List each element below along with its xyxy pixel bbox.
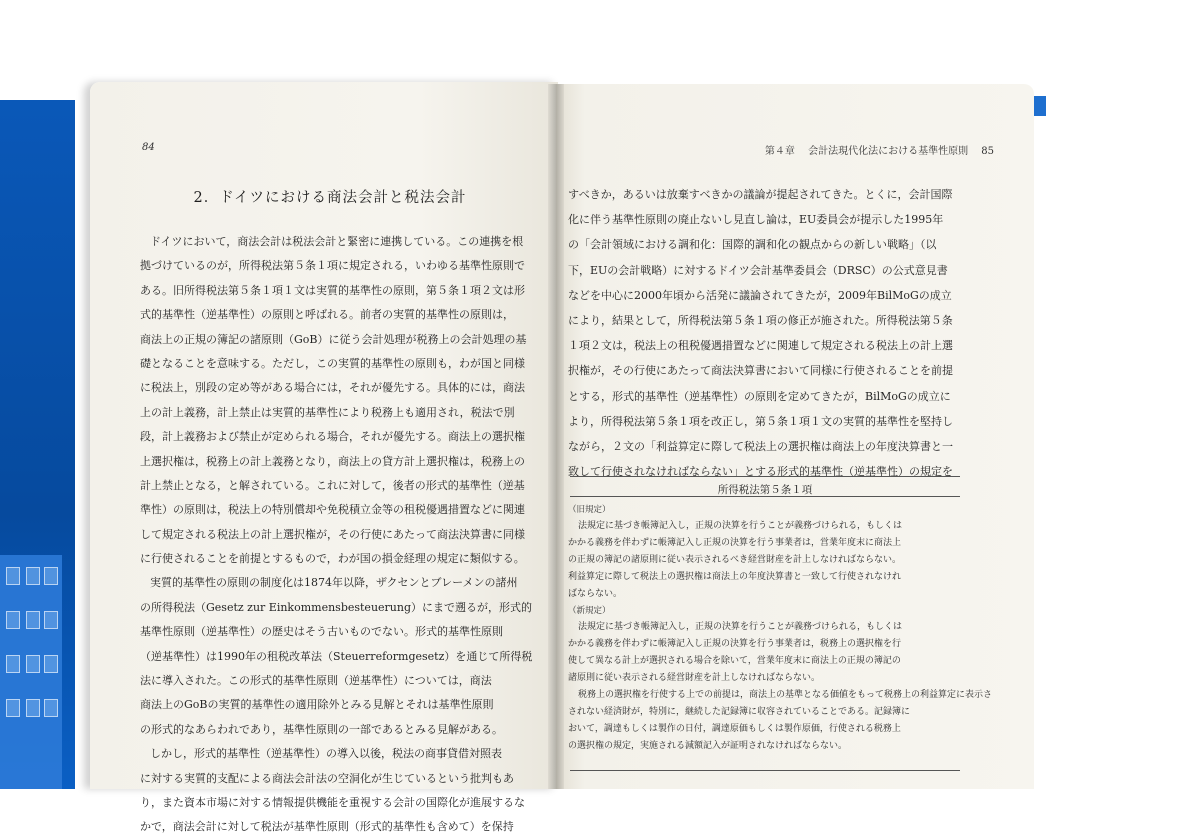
body-line: すべきか，あるいは放棄すべきかの議論が提起されてきた。とくに，会計国際 [568, 188, 953, 201]
statute-box-top-rule [570, 476, 960, 477]
statute-box-title: 所得税法第５条１項 [717, 484, 813, 496]
statute-line: 諸原則に従い表示される経営財産を計上しなければならない。 [568, 673, 821, 683]
statute-line: 税務上の選択権を行使する上での前提は，商法上の基準となる価値をもって税務上の利益算定に表示さ [578, 690, 993, 700]
statute-line: の選択権の規定，実施される減額記入が証明されなければならない。 [568, 741, 848, 751]
body-line: 準性）の原則は，税法上の特別償却や免税積立金等の租税優遇措置などに関連 [140, 503, 525, 517]
body-line: 下，EUの会計戦略）に対するドイツ会計基準委員会（DRSC）の公式意見書 [568, 263, 948, 277]
cover-window [6, 655, 20, 673]
right-body-text [568, 182, 1024, 484]
body-line: ドイツにおいて，商法会計は税法会計と緊密に連携している。この連携を根 [150, 235, 524, 248]
cover-window [44, 699, 58, 717]
body-line: 基準性原則（逆基準性）の歴史はそう古いものでない。形式的基準性原則 [140, 625, 503, 639]
cover-building-illustration [0, 555, 62, 789]
statute-line: 利益算定に際して税法上の選択権は商法上の年度決算書と一致して行使されなけれ [568, 572, 902, 582]
body-line: して規定される税法上の計上選択権が，その行使にあたって商法決算書に同様 [140, 527, 525, 541]
statute-line: 法規定に基づき帳簿記入し，正規の決算を行うことが義務づけられる，もしくは [578, 622, 903, 632]
running-head [755, 142, 994, 157]
body-line: 上の計上義務，計上禁止は実質的基準性により税務上も適用され，税法で別 [140, 405, 515, 419]
body-line: 商法上のGoBの実質的基準性の適用除外とみる見解とそれは基準性原則 [140, 698, 494, 712]
statute-box-bottom-rule [570, 770, 960, 771]
body-line: とする，形式的基準性（逆基準性）の原則を定めてきたが，BilMoGの成立に [568, 389, 951, 403]
body-line: 実質的基準性の原則の制度化は1874年以降，ザクセンとブレーメンの諸州 [150, 576, 518, 590]
body-line: 式的基準性（逆基準性）の原則と呼ばれる。前者の実質的基準性の原則は， [140, 308, 514, 322]
body-line: 上選択権は，税務上の計上義務となり，商法上の貸方計上選択権は，税務上の [140, 454, 525, 468]
statute-line: の正規の簿記の諸原則に従い表示されるべき経営財産を計上しなければならない。 [568, 555, 902, 565]
body-line: などを中心に2000年頃から活発に議論されてきたが，2009年BilMoGの成立 [568, 288, 952, 302]
cover-window [6, 699, 20, 717]
body-line: 法に導入された。この形式的基準性原則（逆基準性）については，商法 [140, 674, 492, 688]
cover-window [6, 567, 20, 585]
body-line: 拠づけているのが，所得税法第５条１項に規定される，いわゆる基準性原則で [140, 259, 525, 273]
body-line: 段，計上義務および禁止が定められる場合，それが優先する。商法上の選択権 [140, 430, 525, 444]
chapter-label: 第４章 [764, 146, 795, 157]
statute-box-title-rule [570, 496, 960, 497]
section-heading: 2．ドイツにおける商法会計と税法会計 [193, 190, 467, 206]
body-line: 礎となることを意味する。ただし，この実質的基準性の原則も，わが国と同様 [140, 356, 525, 370]
body-line: に行使されることを前提とするもので，わが国の損金経理の規定に類似する。 [140, 552, 525, 566]
body-line: 商法上の正規の簿記の諸原則（GoB）に従う会計処理が税務上の会計処理の基 [140, 332, 527, 346]
body-line: の形式的なあらわれであり，基準性原則の一部であるとみる見解がある。 [140, 722, 503, 736]
cover-window [26, 655, 40, 673]
body-line: の所得税法（Gesetz zur Einkommensbesteuerung）にまで遡るが，形式的 [140, 600, 533, 614]
body-line: 計上禁止となる，と解されている。これに対して，後者の形式的基準性（逆基 [140, 478, 525, 492]
body-line: に対する実質的支配による商法会計法の空洞化が生じているという批判もあ [140, 771, 514, 785]
body-line: ある。旧所得税法第５条１項１文は実質的基準性の原則，第５条１項２文は形 [140, 283, 525, 297]
cover-window [26, 611, 40, 629]
chapter-title: 会計法現代化法における基準性原則 [808, 146, 969, 157]
body-line: 致して行使されなければならない」とする形式的基準性（逆基準性）の規定を [568, 465, 953, 479]
old-provision-label: （旧規定） [568, 505, 611, 515]
left-body-text [140, 230, 550, 840]
body-line: 化に伴う基準性原則の廃止ないし見直し論は，EU委員会が提示した1995年 [568, 213, 944, 227]
left-page [90, 82, 558, 834]
body-line: り，また資本市場に対する情報提供機能を重視する会計の国際化が進展するな [140, 795, 525, 809]
cover-window [6, 611, 20, 629]
body-line: に税法上，別段の定め等がある場合には，それが優先する。具体的には，商法 [140, 381, 525, 395]
left-page-number: 84 [142, 142, 155, 153]
body-line: の「会計領域における調和化：国際的調和化の観点からの新しい戦略」（以 [568, 238, 937, 252]
body-line: より，所得税法第５条１項を改正し，第５条１項１文の実質的基準性を堅持し [568, 414, 953, 428]
statute-line: おいて，調達もしくは製作の日付，調達原価もしくは製作原価，行使される税務上 [568, 724, 901, 734]
body-line: （逆基準性）は1990年の租税改革法（Steuerreformgesetz）を通じて所得税 [140, 649, 533, 663]
body-line: により，結果として，所得税法第５条１項の修正が施された。所得税法第５条 [568, 313, 953, 327]
body-line: 択権が，その行使にあたって商法決算書において同様に行使されることを前提 [568, 364, 953, 378]
book-gutter [548, 84, 564, 789]
statute-line: 法規定に基づき帳簿記入し，正規の決算を行うことが義務づけられる，もしくは [578, 521, 903, 531]
cover-window [26, 699, 40, 717]
right-page-number: 85 [981, 146, 994, 157]
cover-window [44, 611, 58, 629]
cover-window [26, 567, 40, 585]
body-line: １項２文は，税法上の租税優遇措置などに関連して規定される税法上の計上選 [568, 339, 953, 353]
body-line: ながら，２文の「利益算定に際して税法上の選択権は商法上の年度決算書と一 [568, 439, 953, 453]
right-page [556, 84, 1034, 789]
statute-box-body [568, 502, 993, 755]
cover-window [44, 655, 58, 673]
cover-window [44, 567, 58, 585]
statute-line: ばならない。 [568, 589, 623, 599]
statute-line: されない経済財が，特別に，継続した記録簿に収容されていることである。記録簿に [568, 707, 911, 717]
body-line: しかし，形式的基準性（逆基準性）の導入以後，税法の商事貸借対照表 [150, 747, 502, 761]
statute-line: 使して異なる計上が選択される場合を除いて，営業年度末に商法上の正規の簿記の [568, 656, 901, 666]
statute-line: かかる義務を伴わずに帳簿記入し正規の決算を行う事業者は，営業年度末に商法上 [568, 538, 902, 548]
statute-line: かかる義務を伴わずに帳簿記入し正規の決算を行う事業者は，税務上の選択権を行 [568, 639, 902, 649]
body-line: かで，商法会計に対して税法が基準性原則（形式的基準性も含めて）を保持 [140, 820, 514, 834]
new-provision-label: （新規定） [568, 606, 611, 616]
